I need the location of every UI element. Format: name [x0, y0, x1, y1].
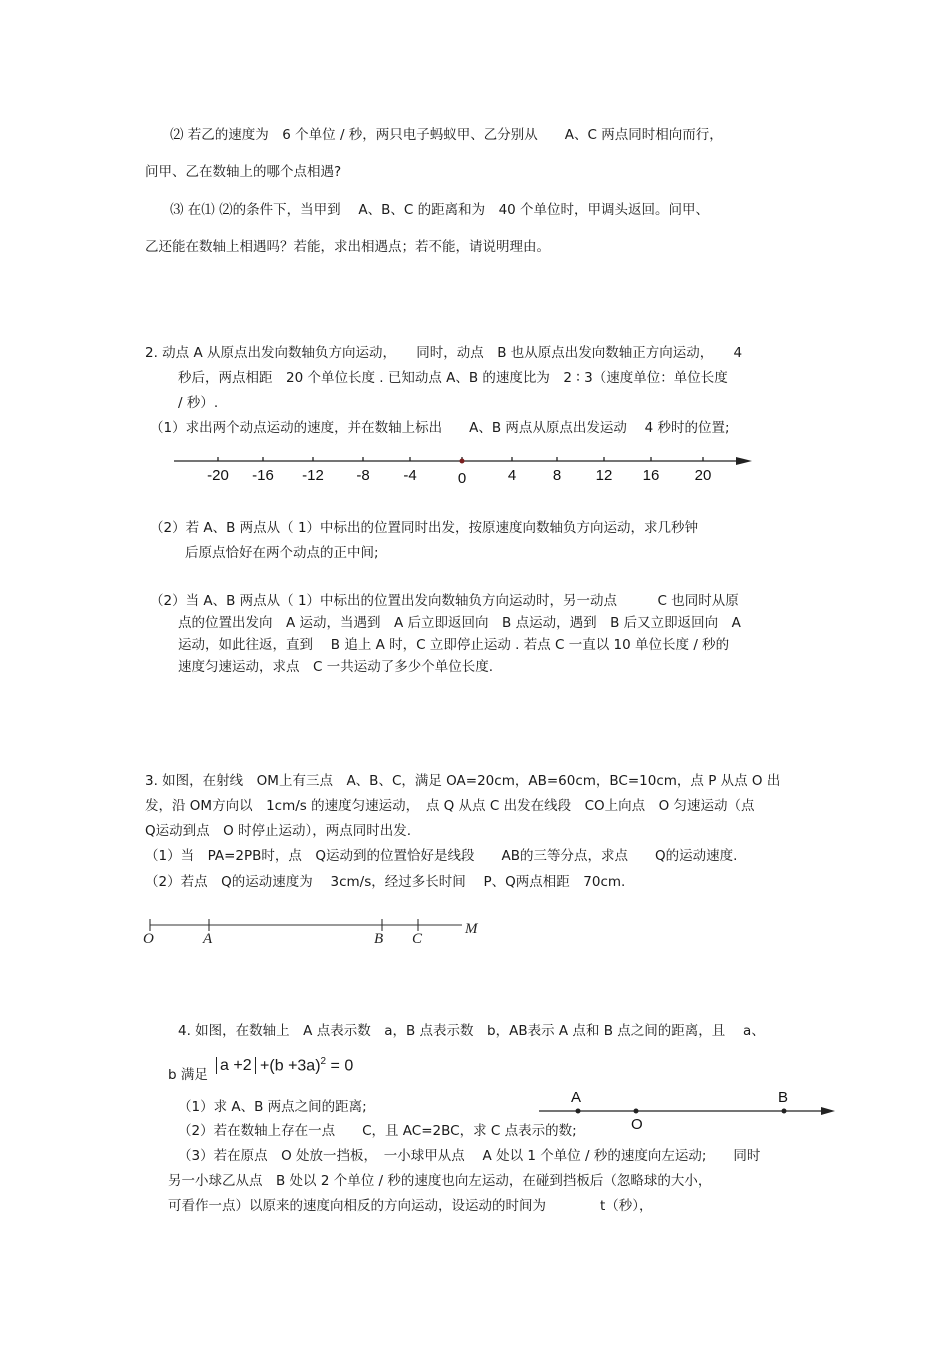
p3-line1: 3. 如图，在射线 OM上有三点 A、B、C，满足 OA=20cm，AB=60cm，BC=10cm，点 P 从点 O 出 [145, 773, 781, 789]
p4-q3-line1: （3）若在原点 O 处放一挡板， 一小球甲从点 A 处以 1 个单位 / 秒的速度向左运动; 同时 [178, 1148, 761, 1164]
p3-q1: （1）当 PA=2PB时，点 Q运动到的位置恰好是线段 AB的三等分点，求点 Q的运动速度. [145, 848, 738, 864]
p4-q1: （1）求 A、B 两点之间的距离; [178, 1099, 367, 1115]
eq-exp: 2 [320, 1056, 327, 1067]
p3-q2: （2）若点 Q的运动速度为 3cm/s，经过多长时间 P、Q两点相距 70cm. [145, 874, 626, 890]
tick-label--20: -20 [207, 467, 229, 484]
tick-label--8: -8 [356, 467, 370, 484]
p4-q2: （2）若在数轴上存在一点 C，且 AC=2BC，求 C 点表示的数; [178, 1123, 577, 1139]
p2-number-line [170, 448, 760, 490]
p2-q2b-line2: 点的位置出发向 A 运动，当遇到 A 后立即返回向 B 点运动，遇到 B 后又立即返回向 A [178, 615, 741, 631]
p1-q3-line1: ⑶ 在⑴ ⑵的条件下，当甲到 A、B、C 的距离和为 40 个单位时，甲调头返回。问甲、 [170, 202, 710, 218]
p4-axis-arrow-icon [821, 1107, 835, 1115]
p4-equation [216, 1056, 353, 1075]
p2-line2: 秒后，两点相距 20 个单位长度 . 已知动点 A、B 的速度比为 2 ∶ 3（速度单位：单位长度 [178, 370, 728, 386]
ray-label-B: B [374, 931, 384, 947]
tick-label-4: 4 [507, 467, 517, 484]
origin-dot [460, 459, 465, 464]
p2-q2a-line1: （2）若 A、B 两点从（ 1）中标出的位置同时出发，按原速度向数轴负方向运动，求几秒钟 [150, 520, 699, 536]
tick-label--16: -16 [252, 467, 274, 484]
tick-label-0: 0 [457, 470, 467, 487]
p3-ray-figure [140, 915, 490, 947]
point-O [634, 1109, 639, 1114]
p2-line1: 2. 动点 A 从原点出发向数轴负方向运动， 同时，动点 B 也从原点出发向数轴正方向运动， 4 [145, 345, 743, 361]
tick-label-16: 16 [642, 467, 660, 484]
ray-label-C: C [412, 931, 423, 947]
p2-q2b-line3: 运动，如此往返，直到 B 追上 A 时，C 立即停止运动 . 若点 C 一直以 10 单位长度 / 秒的 [178, 637, 730, 653]
p4-number-line [535, 1086, 840, 1132]
p4-label-B: B [778, 1089, 789, 1106]
axis-arrow-icon [736, 457, 752, 465]
p2-q2a-line2: 后原点恰好在两个动点的正中间; [185, 545, 379, 561]
eq-end: = 0 [326, 1057, 354, 1075]
p3-line3: Q运动到点 O 时停止运动），两点同时出发. [145, 823, 412, 839]
p2-q2b-line4: 速度匀速运动，求点 C 一共运动了多少个单位长度. [178, 659, 494, 675]
tick-label-12: 12 [595, 467, 613, 484]
p1-q2-line2: 问甲、乙在数轴上的哪个点相遇? [145, 164, 342, 180]
p2-q2b-line1: （2）当 A、B 两点从（ 1）中标出的位置出发向数轴负方向运动时，另一动点 C 也同时从原 [150, 593, 739, 609]
point-A [576, 1109, 581, 1114]
tick-label--12: -12 [302, 467, 324, 484]
eq-abs: a +2 [216, 1057, 256, 1074]
p4-label-O: O [631, 1116, 643, 1132]
p2-line3: / 秒）. [178, 395, 219, 411]
p2-q1: （1）求出两个动点运动的速度，并在数轴上标出 A、B 两点从原点出发运动 4 秒时的位置; [150, 420, 730, 436]
p3-line2: 发，沿 OM方向以 1cm/s 的速度匀速运动， 点 Q 从点 C 出发在线段 CO上向点 O 匀速运动（点 [145, 798, 755, 814]
tick-label-20: 20 [694, 467, 712, 484]
p4-satisfy: b 满足 [168, 1067, 208, 1083]
p4-q3-line2: 另一小球乙从点 B 处以 2 个单位 / 秒的速度也向左运动，在碰到挡板后（忽略球的大小， [168, 1173, 712, 1189]
p4-q3-line3: 可看作一点）以原来的速度向相反的方向运动，设运动的时间为 t（秒）， [168, 1198, 653, 1214]
p4-label-A: A [571, 1089, 582, 1106]
p4-line1: 4. 如图，在数轴上 A 点表示数 a，B 点表示数 b，AB表示 A 点和 B 点之间的距离，且 a、 [178, 1023, 765, 1039]
tick-label--4: -4 [403, 467, 417, 484]
eq-rest: +(b +3a) [260, 1057, 321, 1075]
ray-label-M: M [465, 921, 478, 937]
point-B [782, 1109, 787, 1114]
tick-label-8: 8 [552, 467, 562, 484]
ray-label-A: A [203, 931, 213, 947]
ray-label-O: O [143, 931, 154, 947]
p1-q3-line2: 乙还能在数轴上相遇吗？若能，求出相遇点；若不能，请说明理由。 [145, 239, 550, 255]
p1-q2-line1: ⑵ 若乙的速度为 6 个单位 / 秒，两只电子蚂蚁甲、乙分别从 A、C 两点同时相向而行， [170, 127, 723, 143]
